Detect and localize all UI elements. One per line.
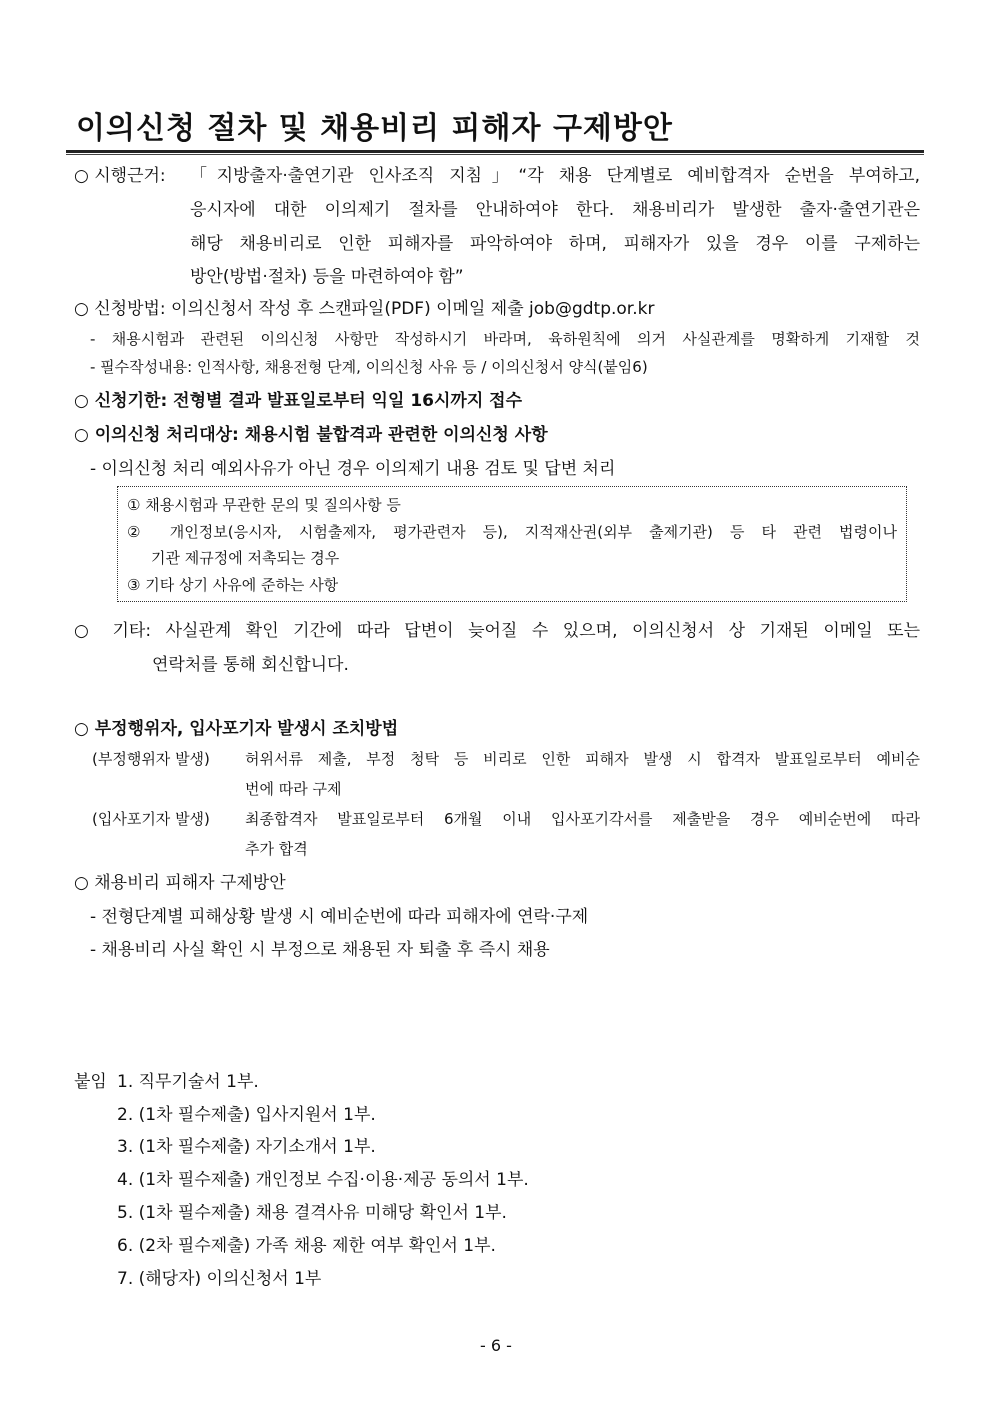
title-underline-thin xyxy=(66,154,924,155)
attachment-item-2: 2. (1차 필수제출) 입사지원서 1부. xyxy=(117,1105,376,1125)
relief-sub-2: - 채용비리 사실 확인 시 부정으로 채용된 자 퇴출 후 즉시 채용 xyxy=(90,940,550,960)
fraud-case-1-line-2: 번에 따라 구제 xyxy=(245,780,342,798)
exception-item-3: ③ 기타 상기 사유에 준하는 사항 xyxy=(127,576,339,594)
fraud-case-1-line-1: 허위서류 제출, 부정 청탁 등 비리로 인한 피해자 발생 시 합격자 발표일로부터 예비순 xyxy=(245,750,920,768)
attachment-item-7: 7. (해당자) 이의신청서 1부 xyxy=(117,1269,322,1289)
fraud-heading: ○ 부정행위자, 입사포기자 발생시 조치방법 xyxy=(74,719,399,739)
relief-heading: ○ 채용비리 피해자 구제방안 xyxy=(74,873,286,893)
etc-line-2: 연락처를 통해 회신합니다. xyxy=(152,655,349,675)
attachment-item-5: 5. (1차 필수제출) 채용 결격사유 미해당 확인서 1부. xyxy=(117,1203,507,1223)
attachment-item-4: 4. (1차 필수제출) 개인정보 수집·이용·제공 동의서 1부. xyxy=(117,1170,529,1190)
page-number: - 6 - xyxy=(480,1336,512,1355)
basis-line-3: 해당 채용비리로 인한 피해자를 파악하여야 하며, 피해자가 있을 경우 이를 구제하는 xyxy=(190,234,920,254)
exception-item-2-line-2: 기관 제규정에 저촉되는 경우 xyxy=(151,549,340,567)
title-underline xyxy=(66,150,924,153)
target-line: ○ 이의신청 처리대상: 채용시험 불합격과 관련한 이의신청 사항 xyxy=(74,425,548,445)
exception-item-2-line-1: ② 개인정보(응시자, 시험출제자, 평가관련자 등), 지적재산권(외부 출제기관) 등 타 관련 법령이나 xyxy=(127,523,897,541)
fraud-case-2-line-2: 추가 합격 xyxy=(245,840,308,858)
etc-line-1: ○ 기타: 사실관계 확인 기간에 따라 답변이 늦어질 수 있으며, 이의신청서 상 기재된 이메일 또는 xyxy=(74,621,920,641)
attachment-item-3: 3. (1차 필수제출) 자기소개서 1부. xyxy=(117,1137,376,1157)
basis-line-2: 응시자에 대한 이의제기 절차를 안내하여야 한다. 채용비리가 발생한 출자·출연기관은 xyxy=(190,200,920,220)
fraud-case-1-label: (부정행위자 발생) xyxy=(92,750,210,768)
attachment-item-6: 6. (2차 필수제출) 가족 채용 제한 여부 확인서 1부. xyxy=(117,1236,496,1256)
basis-line-1: 「지방출자·출연기관 인사조직 지침」“각 채용 단계별로 예비합격자 순번을 부여하고, xyxy=(190,166,920,186)
method-sub-2: - 필수작성내용: 인적사항, 채용전형 단계, 이의신청 사유 등 / 이의신청서 양식(붙임6) xyxy=(90,358,648,376)
method-line: ○ 신청방법: 이의신청서 작성 후 스캔파일(PDF) 이메일 제출 job@gdtp.or.kr xyxy=(74,299,655,319)
basis-line-4: 방안(방법·절차) 등을 마련하여야 함” xyxy=(190,267,464,287)
attachment-item-1: 1. 직무기술서 1부. xyxy=(117,1072,259,1092)
relief-sub-1: - 전형단계별 피해상황 발생 시 예비순번에 따라 피해자에 연락·구제 xyxy=(90,907,589,927)
exception-item-1: ① 채용시험과 무관한 문의 및 질의사항 등 xyxy=(127,496,401,514)
attachments-label: 붙임 xyxy=(74,1072,107,1092)
page-title: 이의신청 절차 및 채용비리 피해자 구제방안 xyxy=(76,111,673,146)
basis-label: ○ 시행근거: xyxy=(74,166,166,186)
deadline-line: ○ 신청기한: 전형별 결과 발표일로부터 익일 16시까지 접수 xyxy=(74,391,523,411)
method-sub-1: - 채용시험과 관련된 이의신청 사항만 작성하시기 바라며, 육하원칙에 의거 사실관계를 명확하게 기재할 것 xyxy=(90,330,920,348)
target-sub: - 이의신청 처리 예외사유가 아닌 경우 이의제기 내용 검토 및 답변 처리 xyxy=(90,459,616,479)
fraud-case-2-label: (입사포기자 발생) xyxy=(92,810,210,828)
fraud-case-2-line-1: 최종합격자 발표일로부터 6개월 이내 입사포기각서를 제출받을 경우 예비순번에 따라 xyxy=(245,810,920,828)
